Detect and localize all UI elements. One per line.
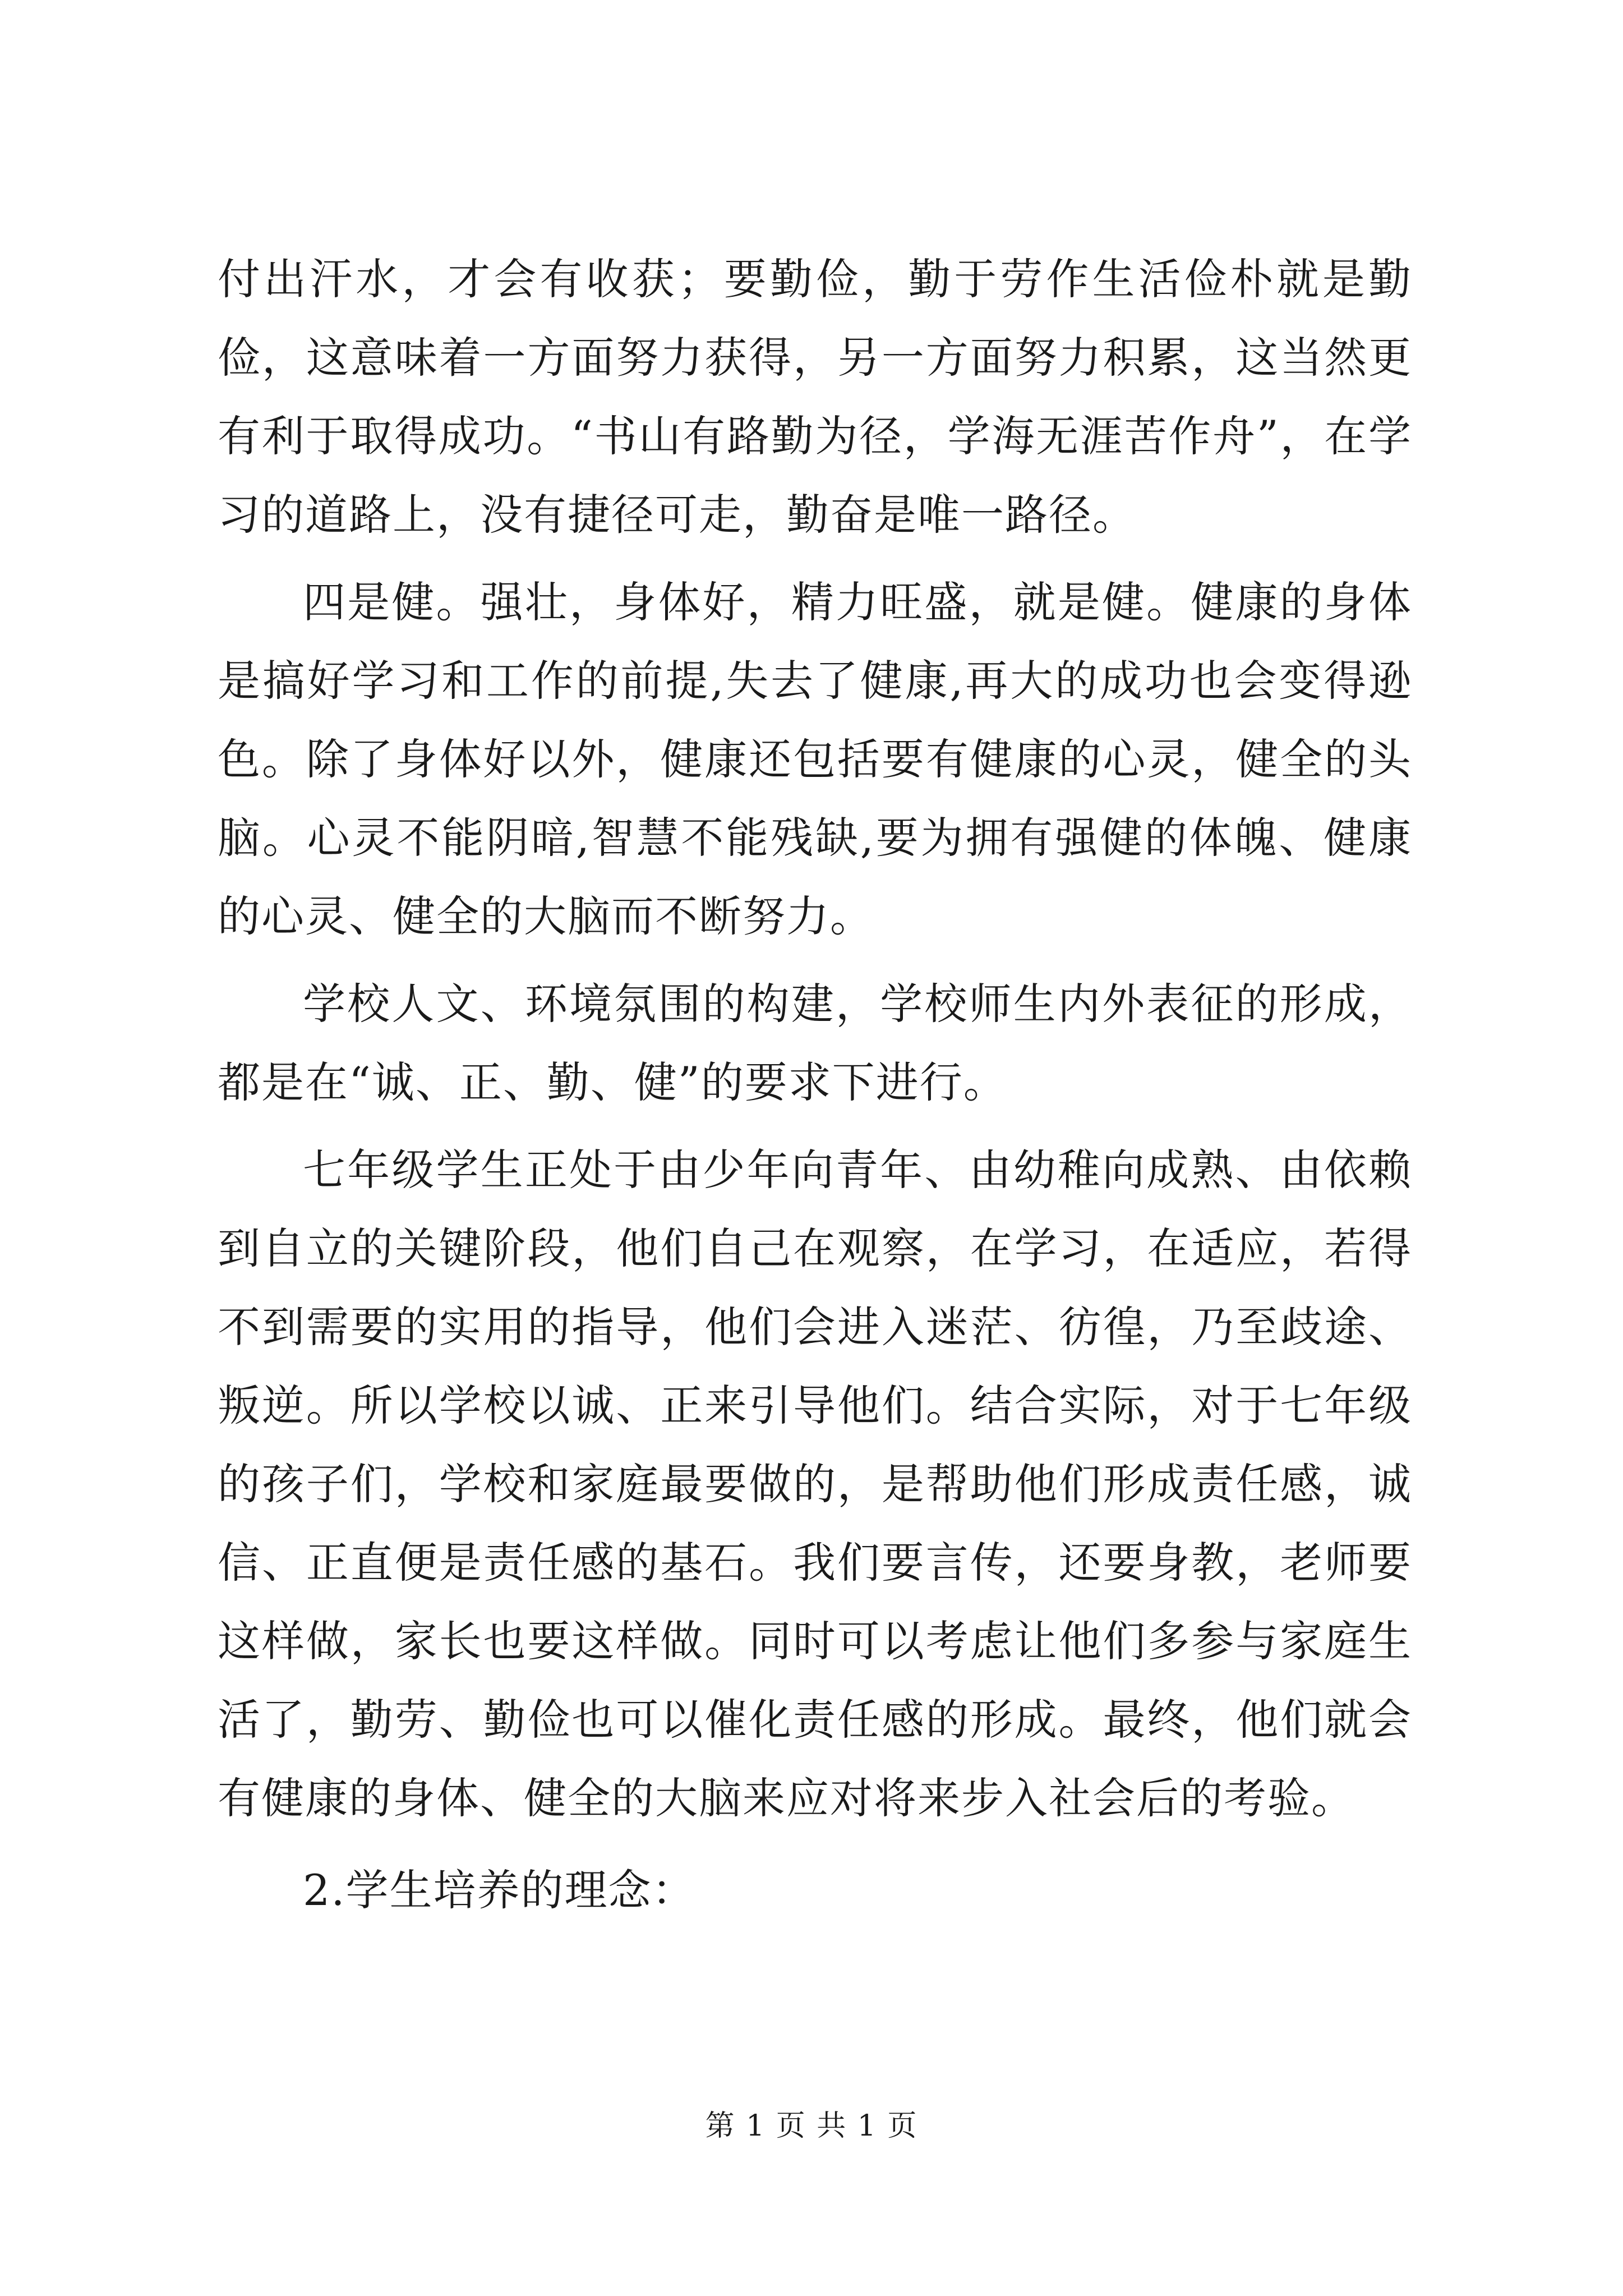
page-footer: 第 1 页 共 1 页 bbox=[705, 2109, 918, 2143]
document-body bbox=[218, 240, 1412, 1939]
paragraph-school-culture: 学校人文、环境氛围的构建，学校师生内外表征的形成，都是在“诚、正、勤、健”的要求下进行。 bbox=[218, 979, 1412, 1107]
paragraph-grade-seven: 七年级学生正处于由少年向青年、由幼稚向成熟、由依赖到自立的关键阶段，他们自己在观察，在学习，在适应，若得不到需要的实用的指导，他们会进入迷茫、彷徨，乃至歧途、叛逆。所以学校以诚、正来引导他们。结合实际，对于七年级的孩子们，学校和家庭最要做的，是帮助他们形成责任感，诚信、正直便是责任感的基石。我们要言传，还要身教，老师要这样做，家长也要这样做。同时可以考虑让他们多参与家庭生活了，勤劳、勤俭也可以催化责任感的形成。最终，他们就会有健康的身体、健全的大脑来应对将来步入社会后的考验。 bbox=[218, 1145, 1412, 1823]
paragraph-continuation: 付出汗水，才会有收获；要勤俭，勤于劳作生活俭朴就是勤俭，这意味着一方面努力获得，另一方面努力积累，这当然更有利于取得成功。“书山有路勤为径，学海无涯苦作舟”，在学习的道路上，没有捷径可走，勤奋是唯一路径。 bbox=[218, 254, 1412, 540]
section-heading: 2.学生培养的理念： bbox=[303, 1865, 696, 1915]
paragraph-health: 四是健。强壮，身体好，精力旺盛，就是健。健康的身体是搞好学习和工作的前提,失去了健康,再大的成功也会变得逊色。除了身体好以外，健康还包括要有健康的心灵，健全的头脑。心灵不能阴暗,智慧不能残缺,要为拥有强健的体魄、健康的心灵、健全的大脑而不断努力。 bbox=[218, 577, 1412, 941]
